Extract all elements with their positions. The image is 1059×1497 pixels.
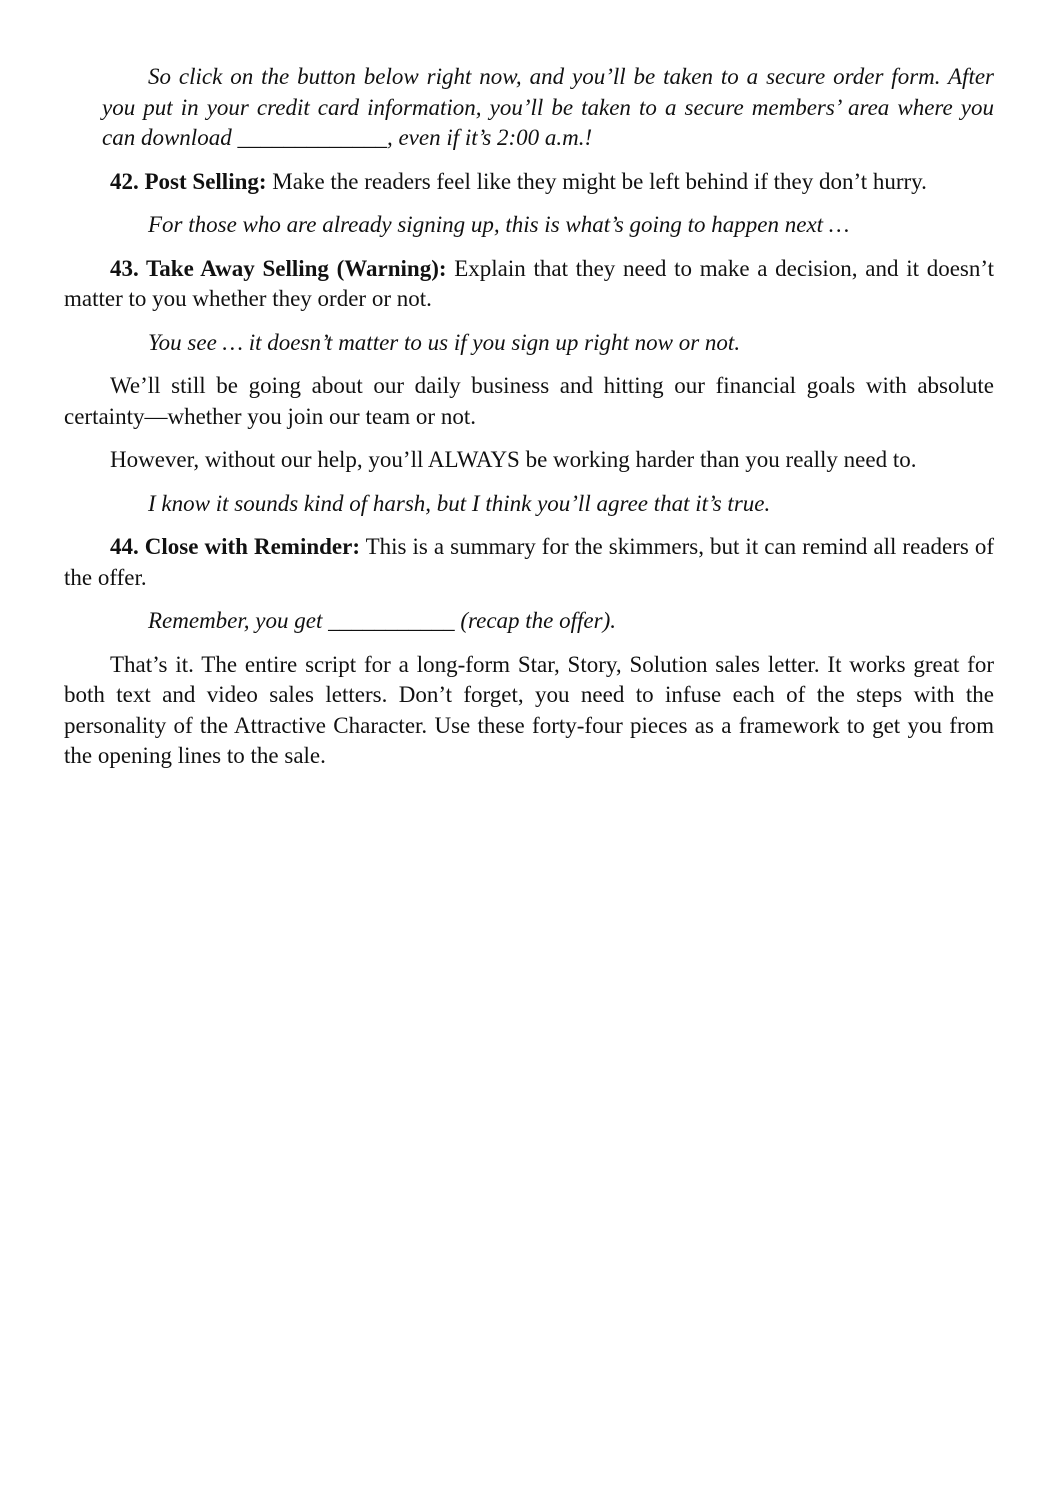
paragraph-however: However, without our help, you’ll ALWAYS be working harder than you really need to. [110, 447, 917, 472]
closing-paragraph: That’s it. The entire script for a long-form Star, Story, Solution sales letter. It works great for both text and video sales letters. Don’t forget, you need to infuse each of the steps with the personality of the Attractive Character. Use these forty-four pieces as a framework to get you from the opening lines to the sale. [64, 651, 994, 768]
item-43-heading: 43. Take Away Selling (Warning): [110, 255, 447, 281]
item-43-example-2: I know it sounds kind of harsh, but I think you’ll agree that it’s true. [148, 490, 771, 516]
item-42-paragraph [64, 167, 994, 198]
item-43-example: You see … it doesn’t matter to us if you sign up right now or not. [148, 329, 741, 355]
item-42-text: Make the readers feel like they might be left behind if they don’t hurry. [266, 168, 927, 194]
document-page [64, 62, 994, 785]
paragraph-still: We’ll still be going about our daily business and hitting our financial goals with absolute certainty—whether you join our team or not. [64, 373, 994, 429]
item-44-text: This is a summary for the skimmers, but it can remind all readers of the offer. [64, 534, 994, 590]
intro-quote: So click on the button below right now, and you’ll be taken to a secure order form. After you put in your credit card information, you’ll be taken to a secure members’ area where you can download _____________, even if it’s 2:00 a.m.! [102, 64, 994, 150]
item-44-heading: 44. Close with Reminder: [110, 534, 360, 559]
item-44-paragraph [64, 532, 994, 593]
item-43-text: Explain that they need to make a decision, and it doesn’t matter to you whether they order or not. [64, 255, 994, 311]
item-44-example: Remember, you get ___________ (recap the offer). [148, 608, 616, 633]
item-42-example: For those who are already signing up, this is what’s going to happen next … [148, 212, 850, 237]
item-43-paragraph [64, 254, 994, 315]
item-42-heading: 42. Post Selling: [110, 168, 267, 194]
